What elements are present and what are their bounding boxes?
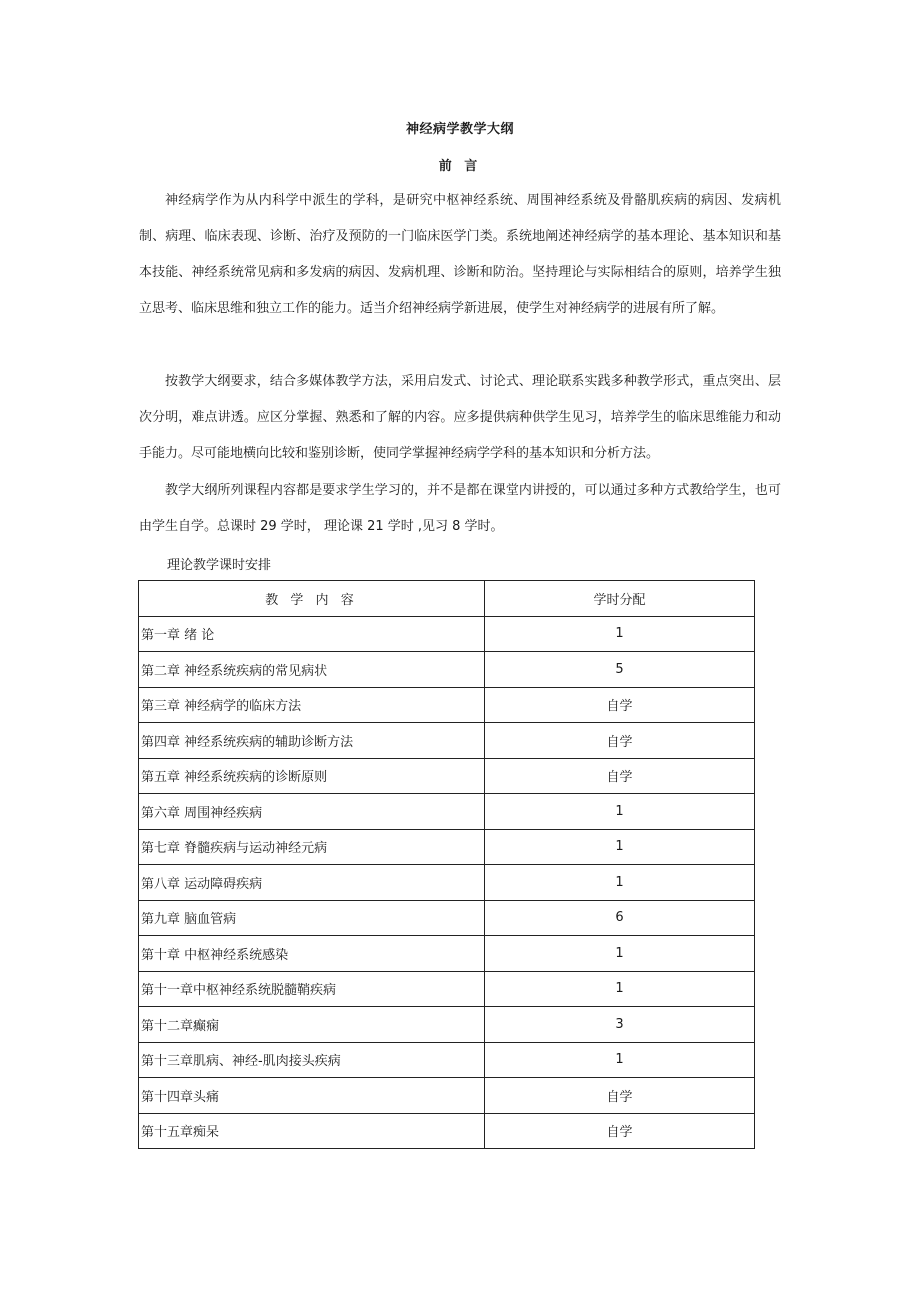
hours-cell: 1 <box>485 1042 755 1078</box>
table-row <box>139 687 755 723</box>
hours-cell: 自学 <box>485 723 755 759</box>
chapter-cell: 第二章 神经系统疾病的常见病状 <box>139 652 485 688</box>
chapter-cell: 第八章 运动障碍疾病 <box>139 865 485 901</box>
table-row <box>139 616 755 652</box>
table-row <box>139 1113 755 1149</box>
table-row <box>139 829 755 865</box>
hours-cell: 6 <box>485 900 755 936</box>
hours-cell: 1 <box>485 865 755 901</box>
paragraph-text: 教学大纲所列课程内容都是要求学生学习的，并不是都在课堂内讲授的，可以通过多种方式教给学生，也可由学生自学。总课时 29 学时， 理论课 21 学时 ,见习 8 学时。 <box>139 483 781 534</box>
chapter-cell: 第十四章头痛 <box>139 1078 485 1114</box>
hours-cell: 1 <box>485 936 755 972</box>
table-row <box>139 758 755 794</box>
hours-cell: 自学 <box>485 1113 755 1149</box>
hours-cell: 1 <box>485 794 755 830</box>
chapter-cell: 第十二章癫痫 <box>139 1007 485 1043</box>
chapter-cell: 第四章 神经系统疾病的辅助诊断方法 <box>139 723 485 759</box>
table-row <box>139 936 755 972</box>
table-row <box>139 1007 755 1043</box>
schedule-table <box>138 580 755 1149</box>
table-row <box>139 794 755 830</box>
chapter-cell: 第三章 神经病学的临床方法 <box>139 687 485 723</box>
header-hours: 学时分配 <box>485 581 755 617</box>
chapter-cell: 第七章 脊髓疾病与运动神经元病 <box>139 829 485 865</box>
chapter-cell: 第五章 神经系统疾病的诊断原则 <box>139 758 485 794</box>
table-row <box>139 971 755 1007</box>
hours-cell: 1 <box>485 616 755 652</box>
chapter-cell: 第十一章中枢神经系统脱髓鞘疾病 <box>139 971 485 1007</box>
hours-cell: 5 <box>485 652 755 688</box>
chapter-cell: 第十章 中枢神经系统感染 <box>139 936 485 972</box>
hours-cell: 1 <box>485 971 755 1007</box>
table-row <box>139 723 755 759</box>
hours-cell: 3 <box>485 1007 755 1043</box>
hours-cell: 1 <box>485 829 755 865</box>
hours-cell: 自学 <box>485 758 755 794</box>
table-row <box>139 900 755 936</box>
preface-paragraph-2 <box>139 364 781 472</box>
table-row <box>139 865 755 901</box>
chapter-cell: 第十五章痴呆 <box>139 1113 485 1149</box>
paragraph-text: 神经病学作为从内科学中派生的学科，是研究中枢神经系统、周围神经系统及骨骼肌疾病的病因、发病机制、病理、临床表现、诊断、治疗及预防的一门临床医学门类。系统地阐述神经病学的基本理论、基本知识和基本技能、神经系统常见病和多发病的病因、发病机理、诊断和防治。坚持理论与实际相结合的原则，培养学生独立思考、临床思维和独立工作的能力。适当介绍神经病学新进展，使学生对神经病学的进展有所了解。 <box>139 193 781 316</box>
table-header-row <box>139 581 755 617</box>
preface-paragraph-3 <box>139 473 781 545</box>
schedule-label: 理论教学课时安排 <box>167 558 272 573</box>
preface-heading: 前 言 <box>438 159 482 174</box>
table-row <box>139 652 755 688</box>
chapter-cell: 第六章 周围神经疾病 <box>139 794 485 830</box>
table-body <box>139 616 755 1149</box>
document-title: 神经病学教学大纲 <box>405 122 514 137</box>
chapter-cell: 第九章 脑血管病 <box>139 900 485 936</box>
hours-cell: 自学 <box>485 1078 755 1114</box>
paragraph-text: 按教学大纲要求，结合多媒体教学方法，采用启发式、讨论式、理论联系实践多种教学形式，重点突出、层次分明，难点讲透。应区分掌握、熟悉和了解的内容。应多提供病种供学生见习，培养学生的临床思维能力和动手能力。尽可能地横向比较和鉴别诊断，使同学掌握神经病学学科的基本知识和分析方法。 <box>139 374 781 461</box>
table-row <box>139 1078 755 1114</box>
header-content: 教 学 内 容 <box>139 581 485 617</box>
hours-cell: 自学 <box>485 687 755 723</box>
table-row <box>139 1042 755 1078</box>
chapter-cell: 第一章 绪 论 <box>139 616 485 652</box>
preface-paragraph-1 <box>139 183 781 327</box>
chapter-cell: 第十三章肌病、神经-肌肉接头疾病 <box>139 1042 485 1078</box>
